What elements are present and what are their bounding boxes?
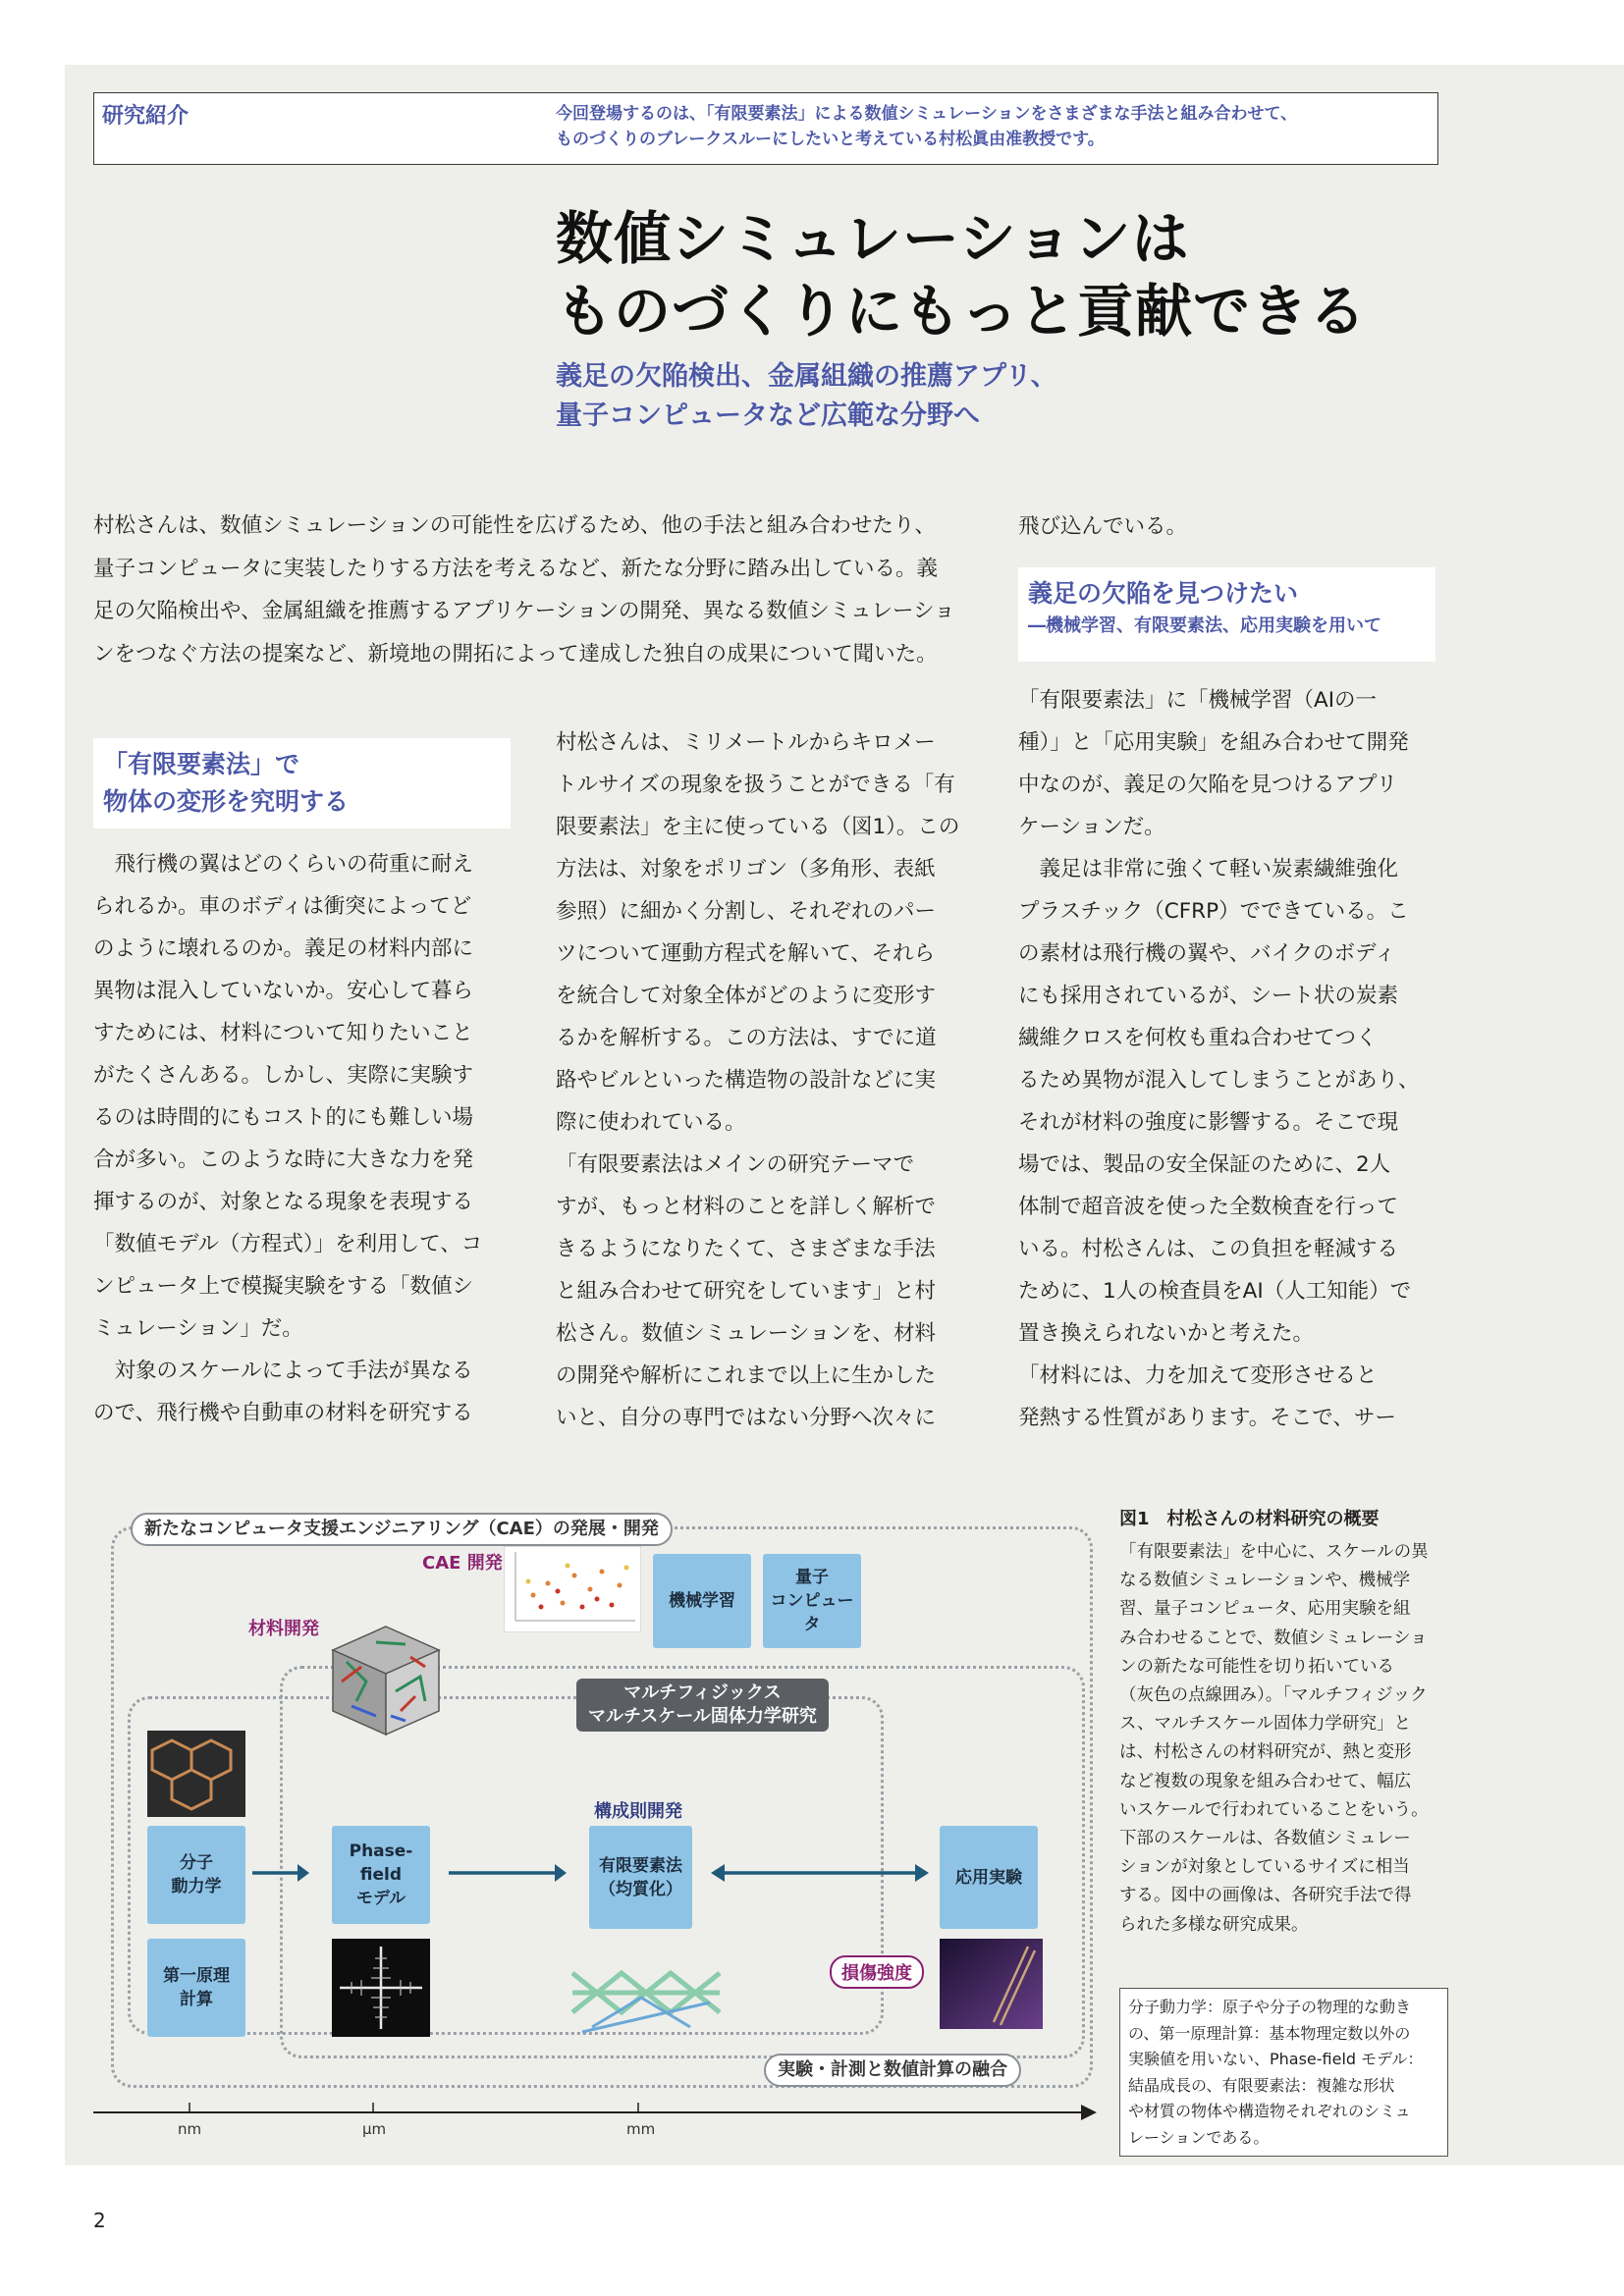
figure-1 — [93, 1507, 1100, 2138]
article-title: 数値シミュレーションは ものづくりにもっと貢献できる — [556, 205, 1368, 345]
intro-text: 今回登場するのは、「有限要素法」による数値シミュレーションをさまざまな手法と組み合わせて、 ものづくりのブレークスルーにしたいと考えている村松眞由准教授です。 — [556, 104, 1298, 149]
section1-body: 飛行機の翼はどのくらいの荷重に耐え られるか。車のボディは衝突によってど のように壊れるのか。義足の材料内部に 異物は混入していないか。安心して暮ら すためには、材料について知りたいこと がたくさんある。しかし、実際に実験す るのは時間的にもコスト的にも難しい場 合が多い。このような時に大きな力を発 揮するのが、対象となる現象を表現する 「数値モデル（方程式）」を利用して、コ ンピュータ上で模擬実験をする「数値シ ミュレーション」だ。 対象のスケールによって手法が異なる ので、飛行機や自動車の材料を研究する — [93, 852, 483, 1425]
scale-axis — [93, 2101, 1105, 2124]
fusion-label: 実験・計測と数値計算の融合 — [764, 2054, 1021, 2087]
caption-text: 「有限要素法」を中心に、スケールの異 なる数値シミュレーションや、機械学 習、量子コンピュータ、応用実験を組 み合わせることで、数値シミュレーショ ンの新たな可能性を切り拓いている （灰色の点線囲み）。「マルチフィジック ス、マルチスケール固体力学研究」と は、村松さんの材料研究が、熱と変形 など複数の現象を組み合わせて、幅広 いスケールで行われていることをいう。 下部のスケールは、各数値シミュレー ションが対象としているサイズに相当 する。図中の画像は、各研究手法で得 られた多様な研究成果。 — [1119, 1542, 1429, 1935]
glossary-box: 分子動力学：原子や分子の物理的な動き の、第一原理計算：基本物理定数以外の 実験値を用いない、Phase-field モデル： 結晶成長の、有限要素法：複雑な形状 や材質の物体や構造物それぞれのシミュ レーションである。 — [1119, 1988, 1448, 2157]
arrow-phasefield-to-fem — [447, 1860, 570, 1886]
section1-heading: 「有限要素法」で 物体の変形を究明する — [103, 750, 350, 816]
molecular-structure-image — [147, 1731, 245, 1817]
intro-header — [93, 92, 1438, 165]
damage-strength-label: 損傷強度 — [830, 1955, 924, 1989]
article-subtitle: 義足の欠陥検出、金属組織の推薦アプリ、 量子コンピュータなど広範な分野へ — [556, 361, 1057, 431]
section2-heading: 義足の欠陥を見つけたい — [1028, 579, 1299, 608]
multiscale-label: マルチフィジックス マルチスケール固体力学研究 — [576, 1679, 829, 1732]
section2-heading-box — [1018, 567, 1435, 662]
applied-experiment-box: 応用実験 — [940, 1826, 1038, 1929]
quantum-computer-box: 量子 コンピュータ — [763, 1554, 861, 1648]
page-number: 2 — [93, 2209, 106, 2232]
section2-body: 「有限要素法」に「機械学習（AIの一 種）」と「応用実験」を組み合わせて開発 中なのが、義足の欠陥を見つけるアプリ ケーションだ。 義足は非常に強くて軽い炭素繊維強化 プラスチック（CFRP）でできている。こ の素材は飛行機の翼や、バイクのボディ にも採用されているが、シート状の炭素 繊維クロスを何枚も重ね合わせてつく るため異物が混入してしまうことがあり、 それが材料の強度に影響する。そこで現 場では、製品の安全保証のために、2人 体制で超音波を使った全数検査を行って いる。村松さんは、この負担を軽減する ために、1人の検査員をAI（人工知能）で 置き換えられないかと考えた。 「材料には、力を加えて変形させると 発熱する性質があります。そこで、サー — [1018, 688, 1420, 1430]
dendrite-image — [332, 1939, 430, 2037]
figure-caption — [1119, 1505, 1448, 1940]
caption-title: 図1 村松さんの材料研究の概要 — [1119, 1509, 1380, 1529]
cae-dev-label: CAE 開発 — [422, 1553, 503, 1574]
lattice-structure-image — [563, 1944, 730, 2042]
molecular-dynamics-box: 分子 動力学 — [147, 1826, 245, 1924]
tick-um: μm — [362, 2120, 387, 2138]
tick-mm: mm — [626, 2120, 656, 2138]
section1-heading-box — [93, 738, 511, 828]
arrow-md-to-phasefield — [250, 1860, 311, 1886]
fem-box: 有限要素法 （均質化） — [589, 1826, 692, 1929]
first-principles-box: 第一原理 計算 — [147, 1939, 245, 2037]
cae-frame-label: 新たなコンピュータ支援エンジニアリング（CAE）の発展・開発 — [131, 1513, 673, 1546]
constitutive-label: 構成則開発 — [594, 1801, 682, 1822]
phase-field-box: Phase-field モデル — [332, 1826, 430, 1924]
column3-top-text: 飛び込んでいる。 — [1018, 514, 1188, 539]
material-dev-label: 材料開発 — [248, 1619, 319, 1639]
section2-subheading: ―機械学習、有限要素法、応用実験を用いて — [1028, 615, 1381, 636]
scatter-thumbnail — [504, 1546, 641, 1632]
arrow-fem-applied — [707, 1860, 933, 1886]
lead-paragraph: 村松さんは、数値シミュレーションの可能性を広げるため、他の手法と組み合わせたり、 量子コンピュータに実装したりする方法を考えるなど、新たな分野に踏み出している。義 足の欠陥検出や、金属組織を推薦するアプリケーションの開発、異なる数値シミュレーショ ンをつなぐ方法の提案など、新境地の開拓によって達成した独自の成果について聞いた。 — [93, 513, 955, 667]
section-label: 研究紹介 — [102, 104, 189, 129]
machine-learning-box: 機械学習 — [653, 1554, 751, 1648]
column2-body: 村松さんは、ミリメートルからキロメー トルサイズの現象を扱うことができる「有 限要素法」を主に使っている（図1）。この 方法は、対象をポリゴン（多角形、表紙 参照）に細かく分割し、それぞれのパー ツについて運動方程式を解いて、それら を統合して対象全体がどのように変形す るかを解析する。この方法は、すでに道 路やビルといった構造物の設計などに実 際に使われている。 「有限要素法はメインの研究テーマで すが、もっと材料のことを詳しく解析で きるようになりたくて、さまざまな手法 と組み合わせて研究をしています」と村 松さん。数値シミュレーションを、材料 の開発や解析にこれまで以上に生かした いと、自分の専門ではない分野へ次々に — [556, 730, 960, 1430]
material-cube-image — [327, 1623, 445, 1738]
tick-nm: nm — [178, 2120, 202, 2138]
composite-specimen-image — [940, 1939, 1043, 2029]
